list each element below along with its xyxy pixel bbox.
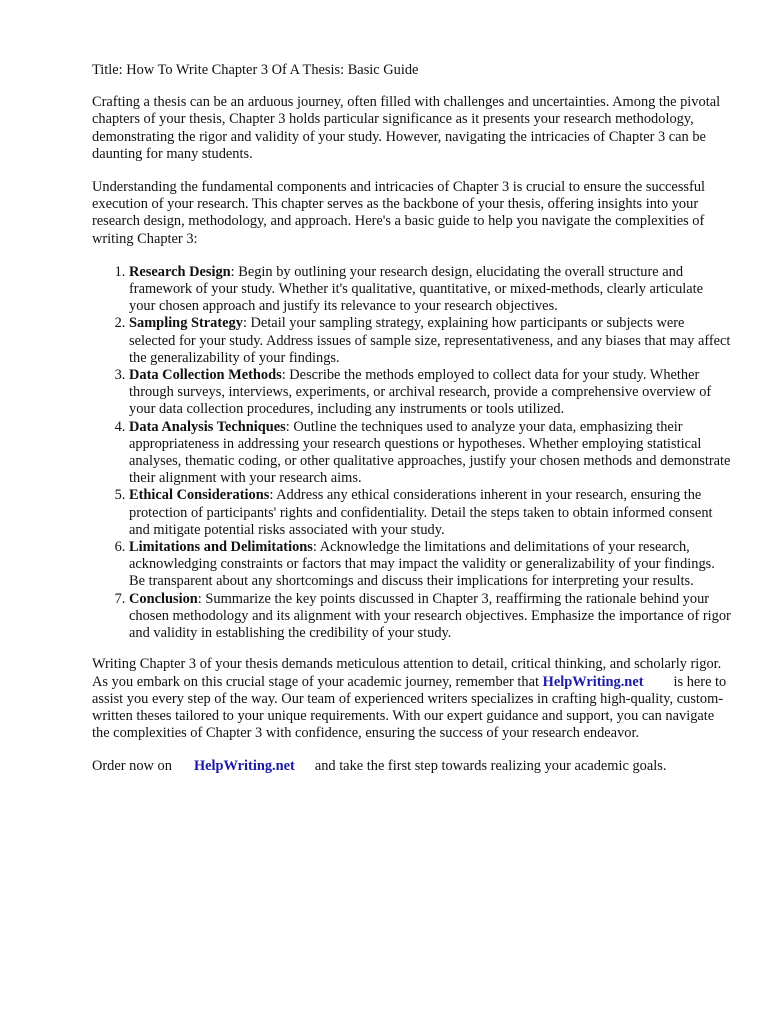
list-item-text: : Address any ethical considerations inherent in your research, ensuring the protection of participants' rights and confidentiality. Detail the steps taken to obtain informed consent and mitigate potential risks associated with your study. <box>129 487 713 538</box>
closing-text-before-link: Writing Chapter 3 of your thesis demands meticulous attention to detail, critical thinking, and scholarly rigor. As you embark on this crucial stage of your academic journey, remember that <box>92 656 722 690</box>
list-item-term: Research Design <box>129 263 231 280</box>
order-text-before-link: Order now on <box>92 758 172 775</box>
list-item-term: Data Analysis Techniques <box>129 418 286 435</box>
list-item-text: : Detail your sampling strategy, explaining how participants or subjects were selected for your study. Address issues of sample size, representativeness, and any biases that may affect the generalizability of your findings. <box>129 315 731 366</box>
helpwriting-link[interactable]: HelpWriting.net <box>542 673 644 690</box>
list-item-term: Conclusion <box>129 590 198 607</box>
list-item-text: : Begin by outlining your research design, elucidating the overall structure and framework of your study. Whether it's qualitative, quantitative, or mixed-methods, clearly articulate your chosen approach and justify its relevance to your research objectives. <box>129 263 704 315</box>
list-item <box>129 487 732 539</box>
list-item-text: : Outline the techniques used to analyze your data, emphasizing their appropriateness in addressing your research questions or hypotheses. Whether employing statistical analyses, thematic coding, or other qualitative approaches, justify your chosen methods and demonstrate their alignment with your research aims. <box>129 418 731 487</box>
list-item-term: Ethical Considerations <box>129 487 270 504</box>
list-item <box>129 264 732 316</box>
list-item <box>129 367 732 419</box>
list-item-term: Sampling Strategy <box>129 315 243 332</box>
order-helpwriting-link[interactable]: HelpWriting.net <box>193 758 295 775</box>
list-item <box>129 419 732 488</box>
list-item-text: : Summarize the key points discussed in Chapter 3, reaffirming the rationale behind your chosen methodology and its alignment with your research objectives. Emphasize the importance of rigor and validity in establishing the credibility of your study. <box>129 590 731 642</box>
closing-text-after-link: is here to assist you every step of the way. Our team of experienced writers specializes in crafting high-quality, custom-written theses tailored to your unique requirements. With our expert guidance and support, you can navigate the complexities of Chapter 3 with confidence, ensuring the success of your research endeavor. <box>92 673 727 742</box>
order-line <box>92 758 732 775</box>
chapter-3-guide-list <box>92 264 732 642</box>
intro-paragraph-2: Understanding the fundamental components and intricacies of Chapter 3 is crucial to ensure the successful execution of your research. This chapter serves as the backbone of your thesis, offering insights into your research design, methodology, and approach. Here's a basic guide to help you navigate the complexities of writing Chapter 3: <box>92 179 706 247</box>
order-text-after-link: and take the first step towards realizing your academic goals. <box>314 758 667 775</box>
closing-paragraph <box>92 656 732 742</box>
list-item-text: : Describe the methods employed to collect data for your study. Whether through surveys, interviews, experiments, or archival research, provide a comprehensive overview of your data collection procedures, including any instruments or tools utilized. <box>129 367 712 418</box>
intro-paragraph-1: Crafting a thesis can be an arduous journey, often filled with challenges and uncertainties. Among the pivotal chapters of your thesis, Chapter 3 holds particular significance as it presents your research methodology, demonstrating the rigor and validity of your study. However, navigating the intricacies of Chapter 3 can be daunting for many students. <box>92 94 721 162</box>
list-item-term: Limitations and Delimitations <box>129 539 313 556</box>
document-page <box>92 62 732 792</box>
list-item-term: Data Collection Methods <box>129 367 282 384</box>
list-item <box>129 315 732 367</box>
list-item <box>129 539 732 591</box>
list-item-text: : Acknowledge the limitations and delimitations of your research, acknowledging constraints or factors that may impact the validity or generalizability of your findings. Be transparent about any shortcomings and discuss their implications for interpreting your results. <box>129 539 715 590</box>
list-item <box>129 591 732 643</box>
document-title: Title: How To Write Chapter 3 Of A Thesis: Basic Guide <box>92 62 419 78</box>
